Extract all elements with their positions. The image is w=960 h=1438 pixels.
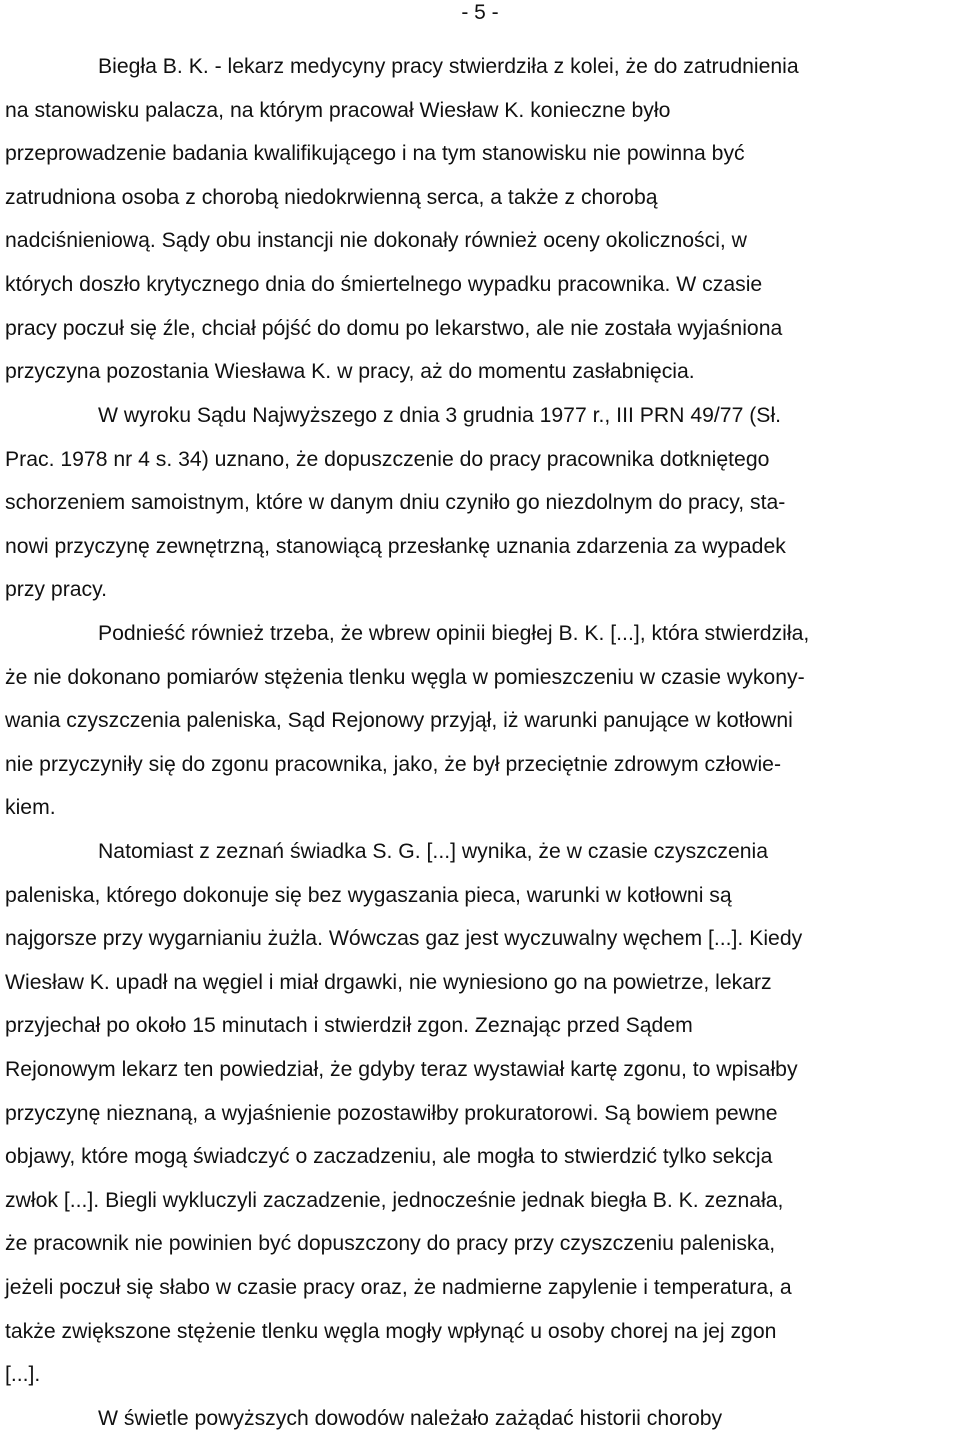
text-line: W świetle powyższych dowodów należało zażądać historii choroby <box>98 1407 723 1430</box>
text-line: najgorsze przy wygarnianiu żużla. Wówczas gaz jest wyczuwalny węchem [...]. Kiedy <box>5 927 803 950</box>
text-line: że nie dokonano pomiarów stężenia tlenku węgla w pomieszczeniu w czasie wykony- <box>5 666 805 689</box>
text-line: jeżeli poczuł się słabo w czasie pracy oraz, że nadmierne zapylenie i temperatura, a <box>5 1276 792 1299</box>
text-line: nowi przyczynę zewnętrzną, stanowiącą przesłankę uznania zdarzenia za wypadek <box>5 535 786 558</box>
text-line: paleniska, którego dokonuje się bez wygaszania pieca, warunki w kotłowni są <box>5 884 732 907</box>
text-line: kiem. <box>5 796 56 819</box>
text-line: pracy poczuł się źle, chciał pójść do domu po lekarstwo, ale nie została wyjaśniona <box>5 317 783 340</box>
text-line: nie przyczyniły się do zgonu pracownika, jako, że był przeciętnie zdrowym człowie- <box>5 753 782 776</box>
text-line: że pracownik nie powinien być dopuszczony do pracy przy czyszczeniu paleniska, <box>5 1232 776 1255</box>
text-line: Prac. 1978 nr 4 s. 34) uznano, że dopuszczenie do pracy pracownika dotkniętego <box>5 448 770 471</box>
text-line: wania czyszczenia paleniska, Sąd Rejonowy przyjął, iż warunki panujące w kotłowni <box>5 709 793 732</box>
text-line: przyjechał po około 15 minutach i stwierdził zgon. Zeznając przed Sądem <box>5 1014 693 1037</box>
text-line: przeprowadzenie badania kwalifikującego i na tym stanowisku nie powinna być <box>5 142 745 165</box>
text-line: W wyroku Sądu Najwyższego z dnia 3 grudnia 1977 r., III PRN 49/77 (Sł. <box>98 404 782 427</box>
text-line: Rejonowym lekarz ten powiedział, że gdyby teraz wystawiał kartę zgonu, to wpisałby <box>5 1058 798 1081</box>
text-line: na stanowisku palacza, na którym pracował Wiesław K. konieczne było <box>5 99 671 122</box>
page-number: - 5 - <box>461 1 499 24</box>
text-line: przyczynę nieznaną, a wyjaśnienie pozostawiłby prokuratorowi. Są bowiem pewne <box>5 1102 778 1125</box>
text-line: przy pracy. <box>5 578 108 601</box>
text-line: Biegła B. K. - lekarz medycyny pracy stwierdziła z kolei, że do zatrudnienia <box>98 55 799 78</box>
text-line: schorzeniem samoistnym, które w danym dniu czyniło go niezdolnym do pracy, sta- <box>5 491 786 514</box>
text-line: także zwiększone stężenie tlenku węgla mogły wpłynąć u osoby chorej na jej zgon <box>5 1320 777 1343</box>
text-line: Wiesław K. upadł na węgiel i miał drgawki, nie wyniesiono go na powietrze, lekarz <box>5 971 772 994</box>
text-line: Podnieść również trzeba, że wbrew opinii biegłej B. K. [...], która stwierdziła, <box>98 622 810 645</box>
text-line: Natomiast z zeznań świadka S. G. [...] wynika, że w czasie czyszczenia <box>98 840 769 863</box>
text-line: [...]. <box>5 1363 41 1386</box>
text-line: zwłok [...]. Biegli wykluczyli zaczadzenie, jednocześnie jednak biegła B. K. zeznała, <box>5 1189 784 1212</box>
text-line: nadciśnieniową. Sądy obu instancji nie dokonały również oceny okoliczności, w <box>5 229 747 252</box>
text-line: objawy, które mogą świadczyć o zaczadzeniu, ale mogła to stwierdzić tylko sekcja <box>5 1145 773 1168</box>
text-line: których doszło krytycznego dnia do śmiertelnego wypadku pracownika. W czasie <box>5 273 763 296</box>
text-line: zatrudniona osoba z chorobą niedokrwienną serca, a także z chorobą <box>5 186 658 209</box>
text-line: przyczyna pozostania Wiesława K. w pracy, aż do momentu zasłabnięcia. <box>5 360 695 383</box>
